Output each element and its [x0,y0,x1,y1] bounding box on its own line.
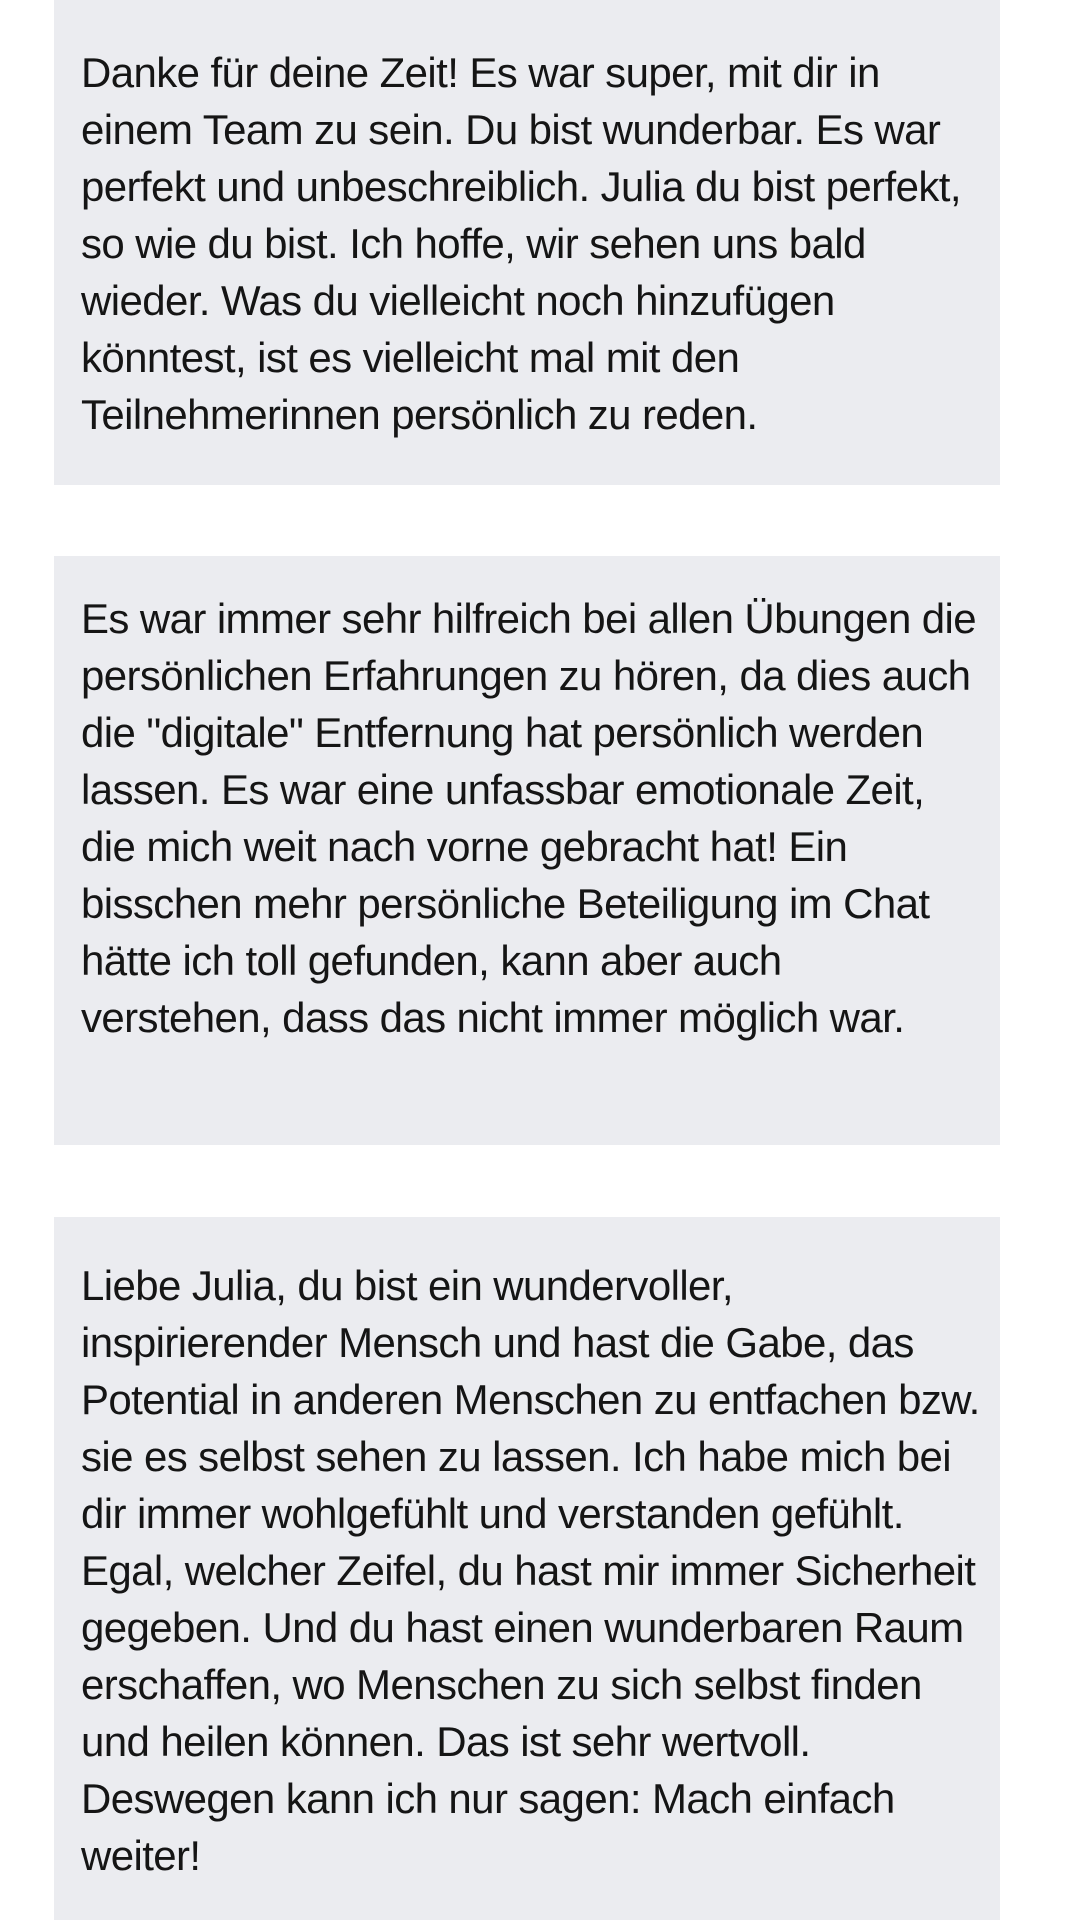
feedback-card [54,1217,1000,1920]
feedback-text: Danke für deine Zeit! Es war super, mit dir in einem Team zu sein. Du bist wunderbar. Es war perfekt und unbeschreiblich. Julia du bist perfekt, so wie du bist. Ich hoffe, wir sehen uns bald wieder. Was du vielleicht noch hinzufügen könntest, ist es vielleicht mal mit den Teilnehmerinnen persönlich zu reden. [81,49,961,438]
feedback-text: Es war immer sehr hilfreich bei allen Übungen die persönlichen Erfahrungen zu hören, da dies auch die "digitale" Entfernung hat persönlich werden lassen. Es war eine unfassbar emotionale Zeit, die mich weit nach vorne gebracht hat! Ein bisschen mehr persönliche Beteiligung im Chat hätte ich toll gefunden, kann aber auch verstehen, dass das nicht immer möglich war. [81,595,977,1041]
feedback-text: Liebe Julia, du bist ein wundervoller, inspirierender Mensch und hast die Gabe, das Potential in anderen Menschen zu entfachen bzw. sie es selbst sehen zu lassen. Ich habe mich bei dir immer wohlgefühlt und verstanden gefühlt. Egal, welcher Zeifel, du hast mir immer Sicherheit gegeben. Und du hast einen wunderbaren Raum erschaffen, wo Menschen zu sich selbst finden und heilen können. Das ist sehr wertvoll. Deswegen kann ich nur sagen: Mach einfach weiter! [81,1262,980,1879]
feedback-card [54,556,1000,1145]
feedback-card [54,0,1000,485]
